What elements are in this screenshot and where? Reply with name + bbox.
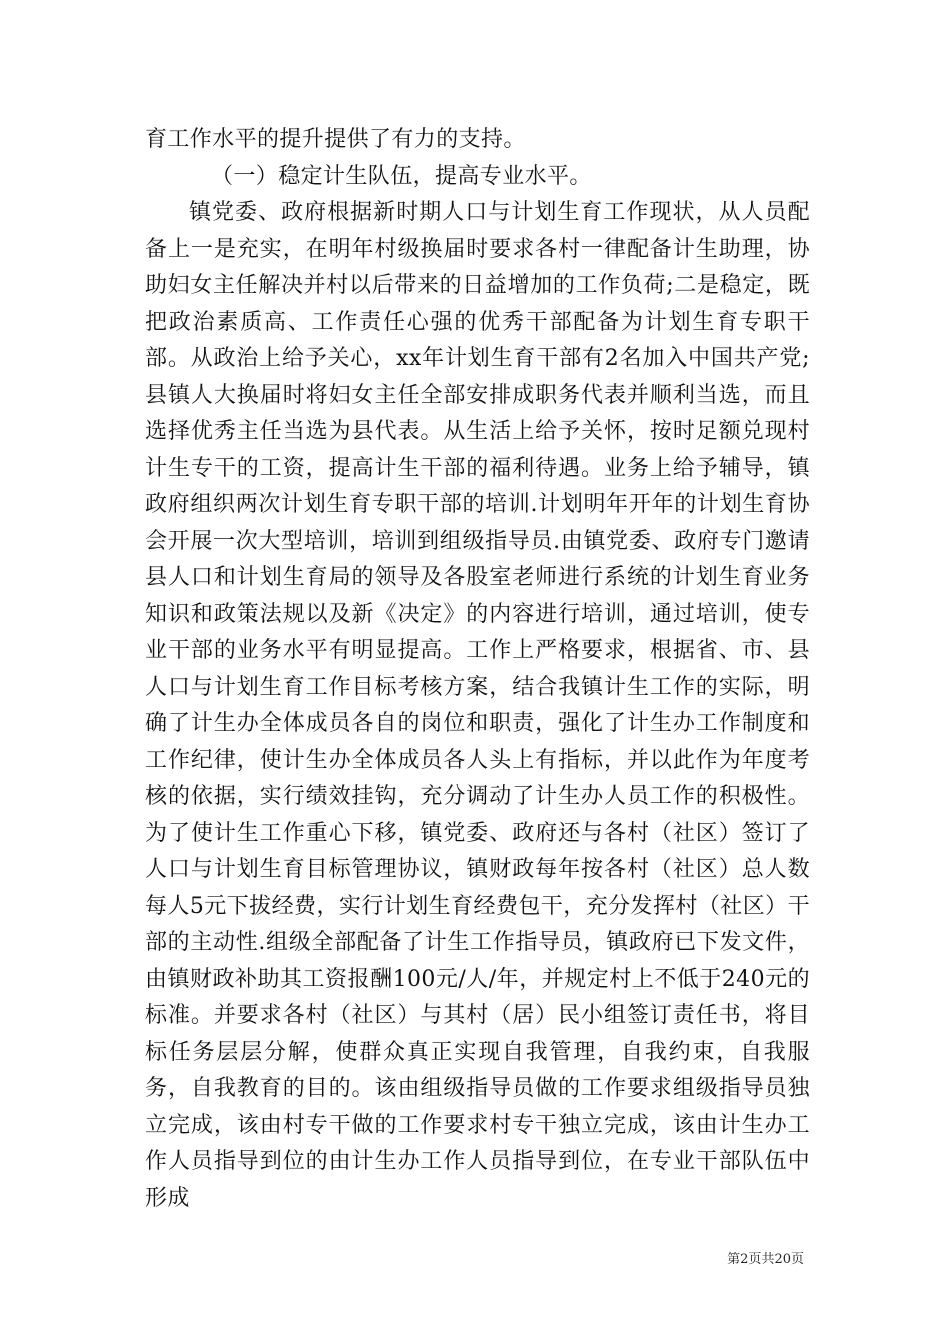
paragraph-continuation: 育工作水平的提升提供了有力的支持。	[145, 127, 526, 152]
paragraph-body: 镇党委、政府根据新时期人口与计划生育工作现状，从人员配备上一是充实，在明年村级换届时要求各村一律配备计生助理，协助妇女主任解决并村以后带来的日益增加的工作负荷;二是稳定，既把政治素质高、工作责任心强的优秀干部配备为计划生育专职干部。从政治上给予关心，xx年计划生育干部有2名加入中国共产党;县镇人大换届时将妇女主任全部安排成职务代表并顺利当选，而且选择优秀主任当选为县代表。从生活上给予关怀，按时足额兑现村计生专干的工资，提高计生干部的福利待遇。业务上给予辅导，镇政府组织两次计划生育专职干部的培训.计划明年开年的计划生育协会开展一次大型培训，培训到组级指导员.由镇党委、政府专门邀请县人口和计划生育局的领导及各股室老师进行系统的计划生育业务知识和政策法规以及新《决定》的内容进行培训，通过培训，使专业干部的业务水平有明显提高。工作上严格要求，根据省、市、县人口与计划生育工作目标考核方案，结合我镇计生工作的实际，明确了计生办全体成员各自的岗位和职责，强化了计生办工作制度和工作纪律，使计生办全体成员各人头上有指标，并以此作为年度考核的依据，实行绩效挂钩，充分调动了计生办人员工作的积极性。为了使计生工作重心下移，镇党委、政府还与各村（社区）签订了人口与计划生育目标管理协议，镇财政每年按各村（社区）总人数每人5元下拔经费，实行计划生育经费包干，充分发挥村（社区）干部的主动性.组级全部配备了计生工作指导员，镇政府已下发文件，由镇财政补助其工资报酬100元/人/年，并规定村上不低于240元的标准。并要求各村（社区）与其村（居）民小组签订责任书，将目标任务层层分解，使群众真正实现自我管理，自我约束，自我服务，自我教育的目的。该由组级指导员做的工作要求组级指导员独立完成，该由村专干做的工作要求村专干独立完成，该由计生办工作人员指导到位的由计生办工作人员指导到位，在专业干部队伍中形成	[145, 200, 810, 1211]
page-number-footer: 第2页共20页	[727, 1252, 804, 1267]
section-heading: （一）稳定计生队伍，提高专业水平。	[211, 163, 592, 189]
body-text	[145, 122, 810, 1217]
